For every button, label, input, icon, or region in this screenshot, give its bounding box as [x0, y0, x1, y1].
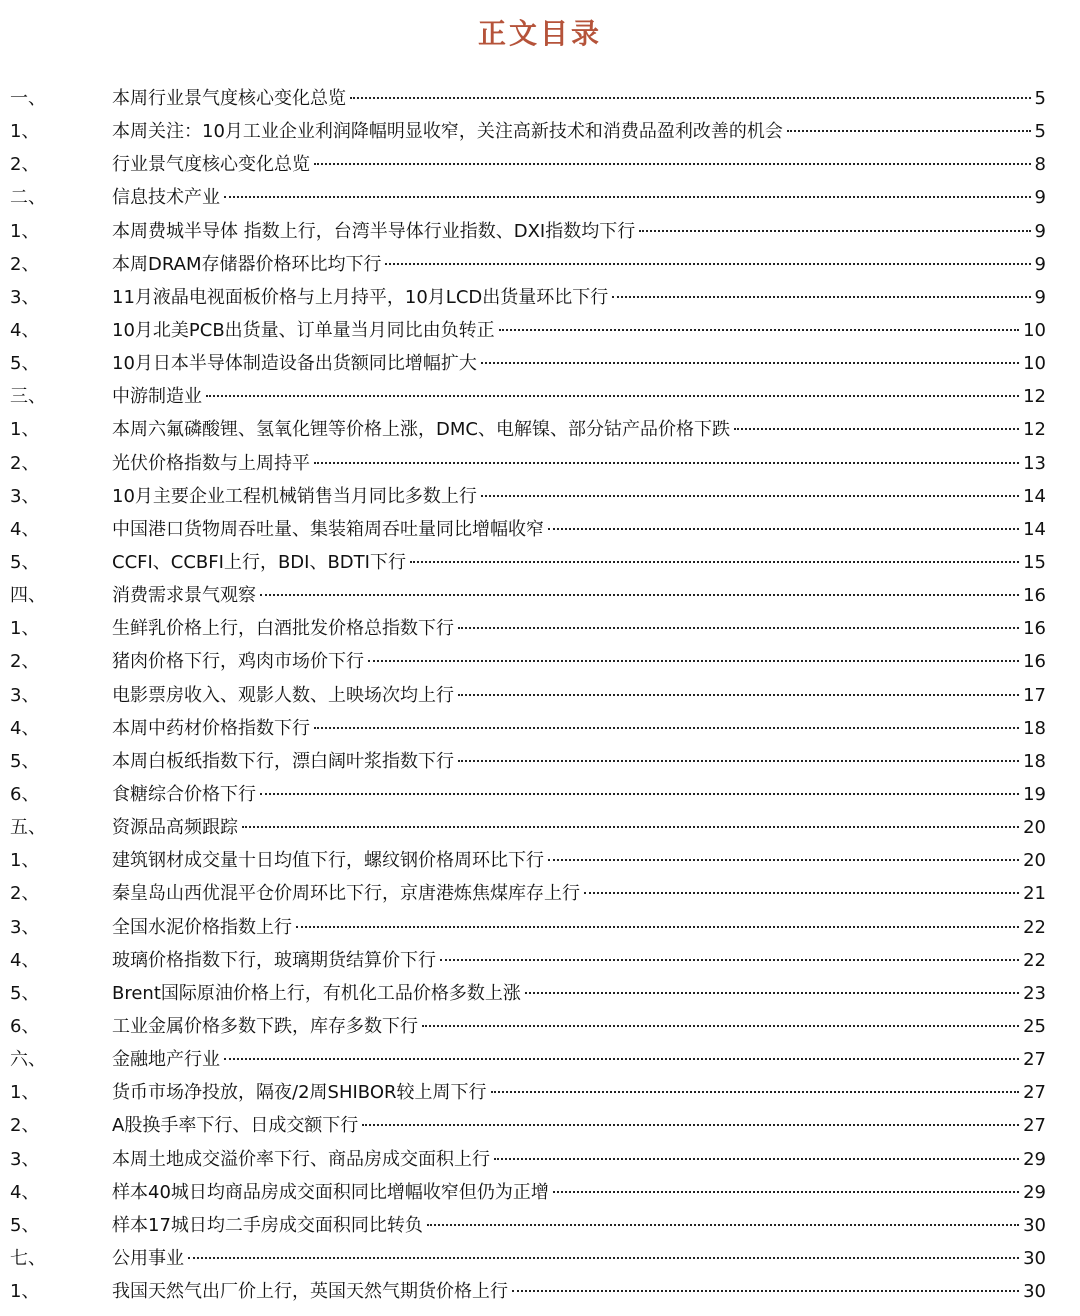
toc-entry[interactable]	[10, 977, 1046, 1010]
toc-entry-title[interactable]: 本周行业景气度核心变化总览	[112, 88, 346, 109]
toc-entry[interactable]	[10, 148, 1046, 181]
toc-entry-number: 3、	[10, 916, 40, 938]
toc-entry-page-number[interactable]: 29	[1023, 1148, 1046, 1170]
toc-entry[interactable]	[10, 347, 1046, 380]
toc-entry[interactable]	[10, 778, 1046, 811]
toc-entry[interactable]	[10, 480, 1046, 513]
toc-entry-page-number[interactable]: 16	[1023, 618, 1046, 640]
toc-entry-page-number[interactable]: 27	[1023, 1115, 1046, 1137]
toc-entry-number: 3、	[10, 286, 40, 308]
dot-leader	[206, 395, 1019, 397]
toc-entry-title[interactable]: 本周费城半导体 指数上行，台湾半导体行业指数、DXI指数均下行	[112, 220, 636, 242]
toc-entry-number: 七、	[10, 1247, 46, 1269]
toc-entry[interactable]	[10, 1242, 1046, 1275]
toc-entry-title[interactable]: 信息技术产业	[112, 187, 220, 209]
toc-entry-title[interactable]: 我国天然气出厂价上行，英国天然气期货价格上行	[112, 1281, 508, 1303]
dot-leader	[368, 660, 1019, 662]
toc-entry-title[interactable]: A股换手率下行、日成交额下行	[112, 1115, 359, 1137]
dot-leader	[458, 694, 1019, 696]
toc-entry-number: 5、	[10, 353, 40, 375]
toc-entry-page-number[interactable]: 9	[1034, 253, 1046, 275]
toc-entry-number: 3、	[10, 1148, 40, 1170]
toc-entry-page-number[interactable]: 5	[1034, 88, 1046, 109]
toc-entry-title[interactable]: 玻璃价格指数下行，玻璃期货结算价下行	[112, 949, 436, 971]
dot-leader	[224, 1058, 1019, 1060]
toc-entry[interactable]	[10, 82, 1046, 115]
toc-entry-number: 4、	[10, 518, 40, 540]
toc-entry-number: 3、	[10, 485, 40, 507]
dot-leader	[314, 727, 1019, 729]
dot-leader	[242, 826, 1019, 828]
dot-leader	[481, 495, 1019, 497]
toc-entry-page-number[interactable]: 21	[1023, 883, 1046, 905]
toc-entry-page-number[interactable]: 22	[1023, 916, 1046, 938]
toc-entry-page-number[interactable]: 10	[1023, 353, 1046, 375]
toc-entry-page-number[interactable]: 20	[1023, 850, 1046, 872]
toc-entry-page-number[interactable]: 30	[1023, 1214, 1046, 1236]
toc-entry[interactable]	[10, 248, 1046, 281]
toc-entry-number: 三、	[10, 386, 46, 408]
dot-leader	[385, 263, 1030, 265]
dot-leader	[458, 760, 1019, 762]
toc-entry-title[interactable]: 猪肉价格下行，鸡肉市场价下行	[112, 651, 364, 673]
toc-entry-title[interactable]: 样本40城日均商品房成交面积同比增幅收窄但仍为正增	[112, 1181, 549, 1203]
toc-entry-title[interactable]: 本周土地成交溢价率下行、商品房成交面积上行	[112, 1148, 490, 1170]
toc-entry-number: 2、	[10, 253, 40, 275]
toc-entry-title[interactable]: 全国水泥价格指数上行	[112, 916, 292, 938]
toc-entry[interactable]	[10, 745, 1046, 778]
toc-entry-title[interactable]: 货币市场净投放，隔夜/2周SHIBOR较上周下行	[112, 1082, 487, 1104]
toc-entry-number: 1、	[10, 1082, 40, 1104]
toc-entry-number: 4、	[10, 319, 40, 341]
toc-entry-title[interactable]: 资源品高频跟踪	[112, 817, 238, 839]
dot-leader	[422, 1025, 1019, 1027]
toc-entry[interactable]	[10, 811, 1046, 844]
toc-entry-page-number[interactable]: 12	[1023, 419, 1046, 441]
toc-entry-number: 5、	[10, 750, 40, 772]
toc-entry-title[interactable]: 10月北美PCB出货量、订单量当月同比由负转正	[112, 319, 495, 341]
toc-entry-page-number[interactable]: 9	[1034, 187, 1046, 209]
dot-leader	[188, 1257, 1019, 1259]
toc-entry[interactable]	[10, 447, 1046, 480]
toc-entry-title[interactable]: Brent国际原油价格上行，有机化工品价格多数上涨	[112, 982, 521, 1004]
dot-leader	[512, 1290, 1019, 1292]
toc-entry[interactable]	[10, 911, 1046, 944]
dot-leader	[548, 528, 1019, 530]
toc-entry-number: 六、	[10, 1049, 46, 1071]
toc-entry-title[interactable]: 秦皇岛山西优混平仓价周环比下行，京唐港炼焦煤库存上行	[112, 883, 580, 905]
toc-entry-number: 一、	[10, 88, 46, 109]
toc-entry[interactable]	[10, 413, 1046, 446]
toc-entry-page-number[interactable]: 15	[1023, 551, 1046, 573]
toc-entry-number: 4、	[10, 1181, 40, 1203]
toc-entry-number: 五、	[10, 817, 46, 839]
dot-leader	[314, 163, 1031, 165]
toc-entry[interactable]	[10, 1109, 1046, 1142]
dot-leader	[427, 1224, 1019, 1226]
toc-entry-number: 1、	[10, 850, 40, 872]
toc-entry[interactable]	[10, 679, 1046, 712]
toc-entry[interactable]	[10, 579, 1046, 612]
toc-entry-page-number[interactable]: 27	[1023, 1049, 1046, 1071]
dot-leader	[410, 561, 1019, 563]
toc-entry-title[interactable]: CCFI、CCBFI上行，BDI、BDTI下行	[112, 551, 406, 573]
table-of-contents	[10, 82, 1046, 1308]
toc-entry-page-number[interactable]: 14	[1023, 518, 1046, 540]
toc-entry-page-number[interactable]: 8	[1034, 154, 1046, 176]
toc-entry[interactable]	[10, 1043, 1046, 1076]
dot-leader	[481, 362, 1019, 364]
toc-entry-title[interactable]: 中游制造业	[112, 386, 202, 408]
toc-entry[interactable]	[10, 1076, 1046, 1109]
toc-entry-title[interactable]: 10月主要企业工程机械销售当月同比多数上行	[112, 485, 477, 507]
toc-entry-number: 2、	[10, 154, 40, 176]
dot-leader	[548, 859, 1019, 861]
dot-leader	[458, 627, 1019, 629]
toc-entry-number: 1、	[10, 121, 40, 143]
toc-entry-title[interactable]: 本周DRAM存储器价格环比均下行	[112, 253, 382, 275]
toc-entry-title[interactable]: 消费需求景气观察	[112, 585, 256, 607]
toc-entry-page-number[interactable]: 27	[1023, 1082, 1046, 1104]
toc-entry-title[interactable]: 本周中药材价格指数下行	[112, 717, 310, 739]
dot-leader	[224, 196, 1031, 198]
toc-entry-number: 5、	[10, 551, 40, 573]
toc-entry-number: 2、	[10, 1115, 40, 1137]
toc-entry-page-number[interactable]: 18	[1023, 750, 1046, 772]
page-title: 正文目录	[477, 17, 602, 50]
dot-leader	[494, 1158, 1019, 1160]
toc-entry-number: 1、	[10, 618, 40, 640]
toc-entry-title[interactable]: 建筑钢材成交量十日均值下行，螺纹钢价格周环比下行	[112, 850, 544, 872]
toc-entry[interactable]	[10, 877, 1046, 910]
toc-entry-number: 5、	[10, 982, 40, 1004]
toc-entry-page-number[interactable]: 9	[1034, 220, 1046, 242]
toc-entry-title[interactable]: 10月日本半导体制造设备出货额同比增幅扩大	[112, 353, 477, 375]
toc-entry-page-number[interactable]: 5	[1034, 121, 1046, 143]
toc-entry[interactable]	[10, 1275, 1046, 1308]
toc-entry[interactable]	[10, 115, 1046, 148]
dot-leader	[787, 130, 1031, 132]
toc-entry[interactable]	[10, 281, 1046, 314]
toc-entry-number: 2、	[10, 883, 40, 905]
dot-leader	[612, 296, 1030, 298]
toc-entry[interactable]	[10, 844, 1046, 877]
dot-leader	[350, 97, 1031, 99]
toc-entry-page-number[interactable]: 10	[1023, 319, 1046, 341]
toc-entry-page-number[interactable]: 20	[1023, 817, 1046, 839]
toc-entry[interactable]	[10, 645, 1046, 678]
dot-leader	[553, 1191, 1019, 1193]
toc-entry-page-number[interactable]: 23	[1023, 982, 1046, 1004]
toc-entry-title[interactable]: 电影票房收入、观影人数、上映场次均上行	[112, 684, 454, 706]
dot-leader	[499, 329, 1019, 331]
toc-entry-page-number[interactable]: 22	[1023, 949, 1046, 971]
toc-entry-page-number[interactable]: 12	[1023, 386, 1046, 408]
toc-entry-number: 4、	[10, 717, 40, 739]
toc-entry-title[interactable]: 金融地产行业	[112, 1049, 220, 1071]
toc-entry[interactable]	[10, 215, 1046, 248]
toc-entry-page-number[interactable]: 25	[1023, 1015, 1046, 1037]
toc-entry[interactable]	[10, 1176, 1046, 1209]
toc-entry-number: 二、	[10, 187, 46, 209]
toc-entry[interactable]	[10, 1143, 1046, 1176]
toc-entry[interactable]	[10, 380, 1046, 413]
toc-entry-title[interactable]: 中国港口货物周吞吐量、集装箱周吞吐量同比增幅收窄	[112, 518, 544, 540]
toc-entry-number: 四、	[10, 585, 46, 607]
toc-entry[interactable]	[10, 612, 1046, 645]
toc-entry-title[interactable]: 工业金属价格多数下跌，库存多数下行	[112, 1015, 418, 1037]
toc-entry-page-number[interactable]: 9	[1034, 286, 1046, 308]
toc-entry-title[interactable]: 食糖综合价格下行	[112, 783, 256, 805]
toc-entry[interactable]	[10, 944, 1046, 977]
toc-entry[interactable]	[10, 1010, 1046, 1043]
toc-entry[interactable]	[10, 181, 1046, 214]
toc-entry-title[interactable]: 生鲜乳价格上行，白酒批发价格总指数下行	[112, 618, 454, 640]
toc-entry-page-number[interactable]: 17	[1023, 684, 1046, 706]
toc-entry-title[interactable]: 本周关注：10月工业企业利润降幅明显收窄，关注高新技术和消费品盈利改善的机会	[112, 121, 783, 143]
toc-entry-number: 1、	[10, 220, 40, 242]
toc-entry-number: 4、	[10, 949, 40, 971]
toc-entry-number: 6、	[10, 1015, 40, 1037]
toc-entry-number: 2、	[10, 651, 40, 673]
toc-entry-title[interactable]: 行业景气度核心变化总览	[112, 154, 310, 176]
dot-leader	[639, 230, 1030, 232]
dot-leader	[362, 1124, 1019, 1126]
dot-leader	[260, 793, 1019, 795]
toc-entry-title[interactable]: 样本17城日均二手房成交面积同比转负	[112, 1214, 423, 1236]
toc-entry-page-number[interactable]: 18	[1023, 717, 1046, 739]
dot-leader	[296, 926, 1019, 928]
dot-leader	[491, 1091, 1020, 1093]
toc-entry-number: 3、	[10, 684, 40, 706]
toc-entry-page-number[interactable]: 29	[1023, 1181, 1046, 1203]
toc-entry-page-number[interactable]: 30	[1023, 1247, 1046, 1269]
toc-entry[interactable]	[10, 712, 1046, 745]
toc-entry-page-number[interactable]: 13	[1023, 452, 1046, 474]
toc-entry-number: 2、	[10, 452, 40, 474]
toc-entry-title[interactable]: 本周白板纸指数下行，漂白阔叶浆指数下行	[112, 750, 454, 772]
toc-entry-title[interactable]: 11月液晶电视面板价格与上月持平，10月LCD出货量环比下行	[112, 286, 609, 308]
dot-leader	[440, 959, 1019, 961]
toc-entry-page-number[interactable]: 16	[1023, 651, 1046, 673]
toc-entry-number: 1、	[10, 419, 40, 441]
toc-entry-title[interactable]: 公用事业	[112, 1247, 184, 1269]
toc-entry-number: 6、	[10, 783, 40, 805]
toc-entry[interactable]	[10, 546, 1046, 579]
dot-leader	[260, 594, 1019, 596]
toc-entry[interactable]	[10, 513, 1046, 546]
toc-entry-page-number[interactable]: 30	[1023, 1281, 1046, 1303]
toc-entry-title[interactable]: 本周六氟磷酸锂、氢氧化锂等价格上涨，DMC、电解镍、部分钴产品价格下跌	[112, 419, 730, 441]
dot-leader	[584, 892, 1019, 894]
toc-entry[interactable]	[10, 1209, 1046, 1242]
toc-entry-number: 1、	[10, 1281, 40, 1303]
toc-entry-title[interactable]: 光伏价格指数与上周持平	[112, 452, 310, 474]
dot-leader	[314, 462, 1019, 464]
dot-leader	[525, 992, 1019, 994]
toc-entry-page-number[interactable]: 19	[1023, 783, 1046, 805]
toc-entry-number: 5、	[10, 1214, 40, 1236]
dot-leader	[734, 428, 1019, 430]
toc-entry[interactable]	[10, 314, 1046, 347]
toc-entry-page-number[interactable]: 14	[1023, 485, 1046, 507]
toc-entry-page-number[interactable]: 16	[1023, 585, 1046, 607]
